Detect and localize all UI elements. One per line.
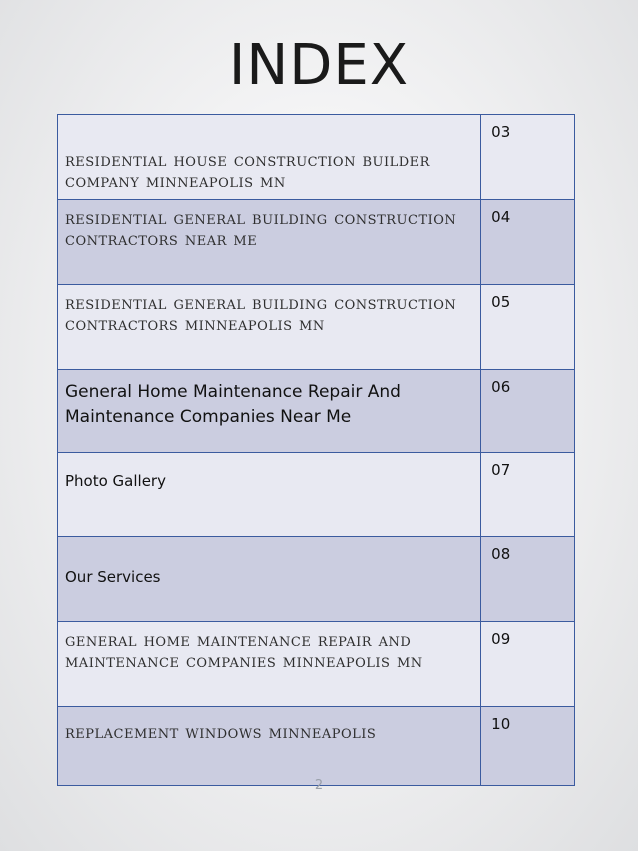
table-row xyxy=(58,707,575,786)
index-entry-cell xyxy=(58,200,481,285)
index-entry-label: Our Services xyxy=(65,568,161,586)
table-row xyxy=(58,115,575,200)
index-page-number: 09 xyxy=(481,622,575,707)
index-page-number: 08 xyxy=(481,537,575,622)
index-entry-cell xyxy=(58,453,481,537)
table-row xyxy=(58,285,575,370)
index-page-number: 06 xyxy=(481,370,575,453)
index-entry-cell xyxy=(58,370,481,453)
index-table xyxy=(57,114,575,786)
index-entry-cell xyxy=(58,285,481,370)
index-entry-cell xyxy=(58,622,481,707)
index-entry-label: residential general building construction contractors near me xyxy=(65,207,457,250)
index-entry-cell xyxy=(58,707,481,786)
index-entry-label: general home maintenance repair and maintenance companies minneapolis mn xyxy=(65,629,423,672)
index-page-number: 10 xyxy=(481,707,575,786)
index-page-number: 03 xyxy=(481,115,575,200)
table-row xyxy=(58,200,575,285)
table-row xyxy=(58,453,575,537)
index-entry-label: residential house construction builder company minneapolis mn xyxy=(65,149,430,192)
index-entry-label: replacement windows minneapolis xyxy=(65,721,377,743)
page-title: INDEX xyxy=(228,33,410,98)
table-row xyxy=(58,370,575,453)
table-row xyxy=(58,622,575,707)
index-page-number: 05 xyxy=(481,285,575,370)
index-entry-cell xyxy=(58,537,481,622)
index-entry-cell xyxy=(58,115,481,200)
index-page-number: 07 xyxy=(481,453,575,537)
index-page-number: 04 xyxy=(481,200,575,285)
table-row xyxy=(58,537,575,622)
page-number: 2 xyxy=(314,778,324,793)
index-entry-label: residential general building construction contractors minneapolis mn xyxy=(65,292,457,335)
index-entry-label: Photo Gallery xyxy=(65,472,166,490)
index-entry-label: General Home Maintenance Repair And Maintenance Companies Near Me xyxy=(65,382,401,427)
